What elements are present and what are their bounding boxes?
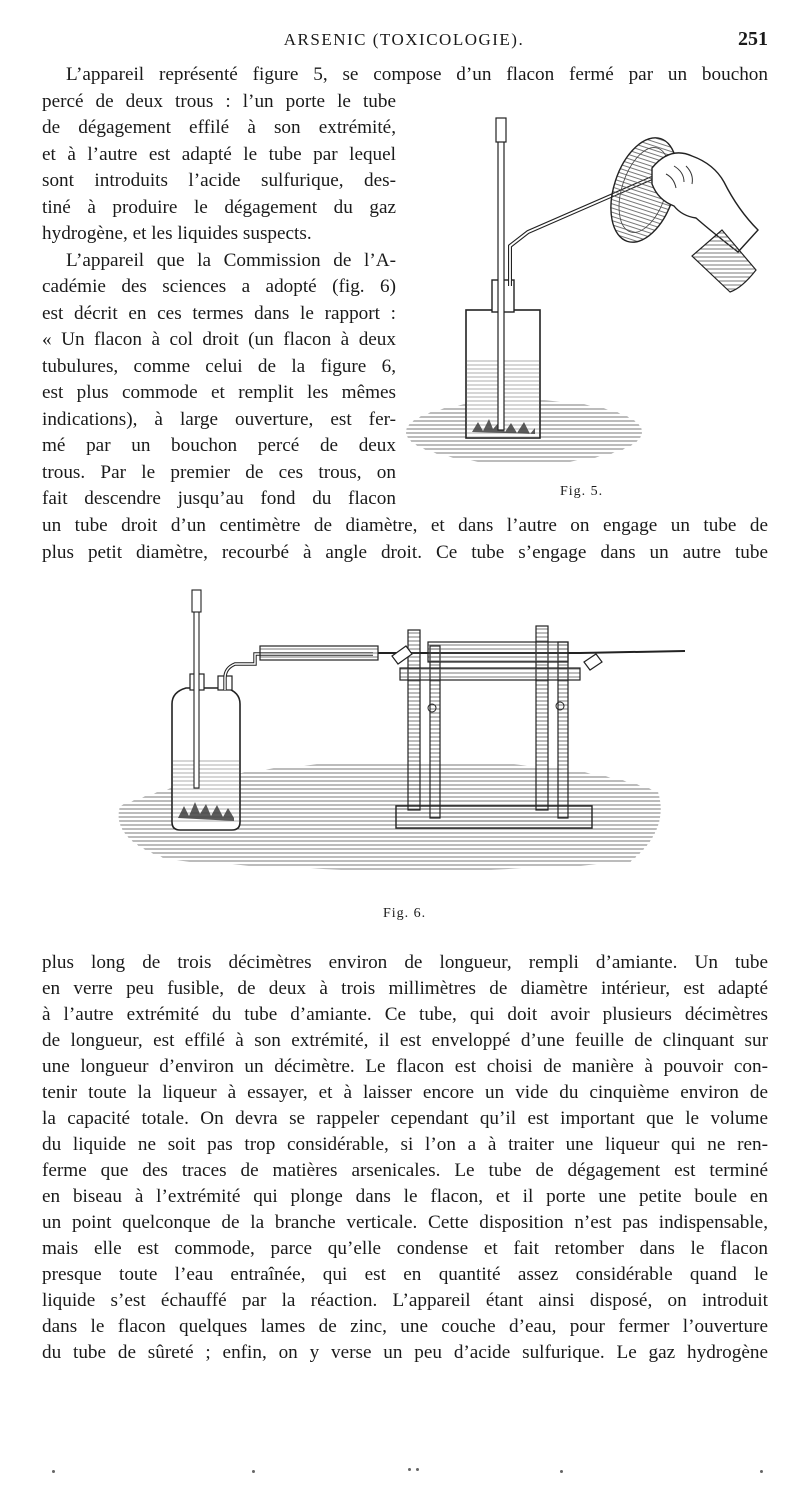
text-line-bottom-1: en verre peu fusible, de deux à trois millimètres de diamètre intérieur, est adapté xyxy=(42,978,768,999)
print-speck xyxy=(252,1470,255,1473)
text-line-narrow-13: mé par un bouchon percé de deux xyxy=(42,435,396,456)
running-title: ARSENIC (TOXICOLOGIE). xyxy=(283,30,525,49)
print-speck xyxy=(52,1470,55,1473)
figure-6 xyxy=(110,580,690,900)
text-line-narrow-8: est décrit en ces termes dans le rapport : xyxy=(42,303,396,324)
text-line-narrow-10: tubulures, comme celui de la figure 6, xyxy=(42,356,396,377)
text-line-narrow-5: hydrogène, et les liquides suspects. xyxy=(42,223,312,244)
text-line-bottom-10: un point quelconque de la branche verticale. Cette disposition n’est pas indispensable, xyxy=(42,1212,768,1233)
text-line-mid-1: plus petit diamètre, recourbé à angle droit. Ce tube s’engage dans un autre tube xyxy=(42,542,768,563)
print-speck xyxy=(560,1470,563,1473)
text-line-narrow-0: percé de deux trous : l’un porte le tube xyxy=(42,91,396,112)
text-line-bottom-9: en biseau à l’extrémité qui plonge dans le flacon, et il porte une petite boule en xyxy=(42,1186,768,1207)
text-line-bottom-8: ferme que des traces de matières arsenicales. Le tube de dégagement est terminé xyxy=(42,1160,768,1181)
text-line-narrow-14: trous. Par le premier de ces trous, on xyxy=(42,462,396,483)
text-line-narrow-1: de dégagement effilé à son extrémité, xyxy=(42,117,396,138)
print-speck xyxy=(760,1470,763,1473)
text-line-narrow-6: L’appareil que la Commission de l’A- xyxy=(66,250,396,271)
figure-5-caption: Fig. 5. xyxy=(560,484,604,499)
text-line-bottom-7: du liquide ne soit pas trop considérable, si l’on a à traiter une liqueur qui ne ren- xyxy=(42,1134,768,1155)
text-line-bottom-3: de longueur, est effilé à son extrémité, il est enveloppé d’une feuille de clinquant sur xyxy=(42,1030,768,1051)
text-line-bottom-15: du tube de sûreté ; enfin, on y verse un peu d’acide sulfurique. Le gaz hydrogène xyxy=(42,1342,768,1363)
text-line-narrow-7: cadémie des sciences a adopté (fig. 6) xyxy=(42,276,396,297)
text-line-narrow-9: « Un flacon à col droit (un flacon à deux xyxy=(42,329,396,350)
page-number: 251 xyxy=(738,28,768,50)
text-line-mid-0: un tube droit d’un centimètre de diamètre, et dans l’autre on engage un tube de xyxy=(42,515,768,536)
text-line-bottom-6: la capacité totale. On devra se rappeler cependant qu’il est important que le volume xyxy=(42,1108,768,1129)
text-line-narrow-15: fait descendre jusqu’au fond du flacon xyxy=(42,488,396,509)
print-speck xyxy=(408,1468,411,1471)
text-line-bottom-0: plus long de trois décimètres environ de longueur, rempli d’amiante. Un tube xyxy=(42,952,768,973)
text-line-bottom-5: tenir toute la liqueur à essayer, et à laisser encore un vide du cinquième environ de xyxy=(42,1082,768,1103)
text-line-narrow-2: et à l’autre est adapté le tube par lequel xyxy=(42,144,396,165)
figure-5 xyxy=(404,100,776,480)
figure-6-engraving xyxy=(110,580,690,900)
text-line-top-0: L’appareil représenté figure 5, se compose d’un flacon fermé par un bouchon xyxy=(66,64,768,85)
print-specks xyxy=(40,1466,768,1478)
text-line-bottom-13: liquide s’est échauffé par la réaction. L’appareil étant ainsi disposé, on introduit xyxy=(42,1290,768,1311)
text-line-narrow-4: tiné à produire le dégagement du gaz xyxy=(42,197,396,218)
text-line-bottom-11: mais elle est commode, parce qu’elle condense et fait retomber dans le flacon xyxy=(42,1238,768,1259)
text-line-bottom-12: presque toute l’eau entraînée, qui est en quantité assez considérable quand le xyxy=(42,1264,768,1285)
text-line-bottom-4: une longueur d’environ un décimètre. Le flacon est choisi de manière à pouvoir con- xyxy=(42,1056,768,1077)
figure-5-engraving xyxy=(404,100,776,480)
running-head xyxy=(40,24,768,54)
print-speck xyxy=(416,1468,419,1471)
text-line-bottom-2: à l’autre extrémité du tube d’amiante. Ce tube, qui doit avoir plusieurs décimètres xyxy=(42,1004,768,1025)
text-line-narrow-11: est plus commode et remplit les mêmes xyxy=(42,382,396,403)
text-line-narrow-12: indications), à large ouverture, est fer- xyxy=(42,409,396,430)
figure-6-caption: Fig. 6. xyxy=(383,906,427,921)
text-line-narrow-3: sont introduits l’acide sulfurique, des- xyxy=(42,170,396,191)
text-line-bottom-14: dans le flacon quelques lames de zinc, une couche d’eau, pour fermer l’ouverture xyxy=(42,1316,768,1337)
